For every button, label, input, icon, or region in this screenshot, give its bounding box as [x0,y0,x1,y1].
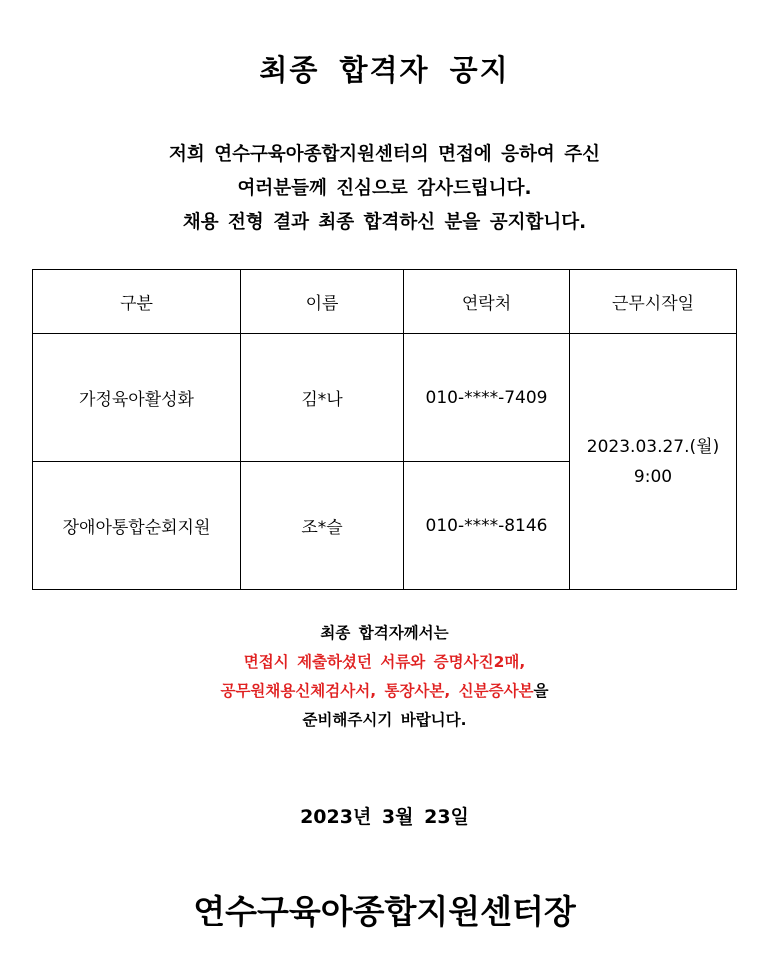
notice-date: 2023년 3월 23일 [300,806,469,828]
cell-contact: 010-****-8146 [404,462,570,590]
intro-line: 채용 전형 결과 최종 합격하신 분을 공지합니다. [182,212,587,233]
cell-category: 가정육아활성화 [33,334,241,462]
intro-line: 여러분들께 진심으로 감사드립니다. [237,178,532,199]
cell-contact: 010-****-7409 [404,334,570,462]
notice-line: 최종 합격자께서는 [320,624,449,642]
notice-line-highlight: 면접시 제출하셨던 서류와 증명사진2매, [243,653,526,671]
notice-highlight-text: 공무원채용신체검사서, 통장사본, 신분증사본 [220,682,534,700]
notice-paragraph [0,619,769,735]
cell-name: 김*나 [241,334,404,462]
cell-start-datetime [570,334,737,590]
header-name: 이름 [241,270,404,334]
notice-line [0,677,769,706]
header-contact: 연락처 [404,270,570,334]
table-row [33,334,737,462]
page-title: 최종 합격자 공지 [259,53,510,87]
cell-name: 조*슬 [241,462,404,590]
start-time: 9:00 [633,466,673,487]
intro-line: 저희 연수구육아종합지원센터의 면접에 응하여 주신 [169,144,600,165]
header-category: 구분 [33,270,241,334]
notice-line: 준비해주시기 바랍니다. [302,711,467,729]
results-table [32,269,737,590]
header-start-date: 근무시작일 [570,270,737,334]
start-date: 2023.03.27.(월) [586,436,720,457]
organization-signature: 연수구육아종합지원센터장 [193,892,576,931]
intro-paragraph [0,138,769,240]
notice-suffix-text: 을 [533,682,549,700]
table-header-row [33,270,737,334]
cell-category: 장애아통합순회지원 [33,462,241,590]
